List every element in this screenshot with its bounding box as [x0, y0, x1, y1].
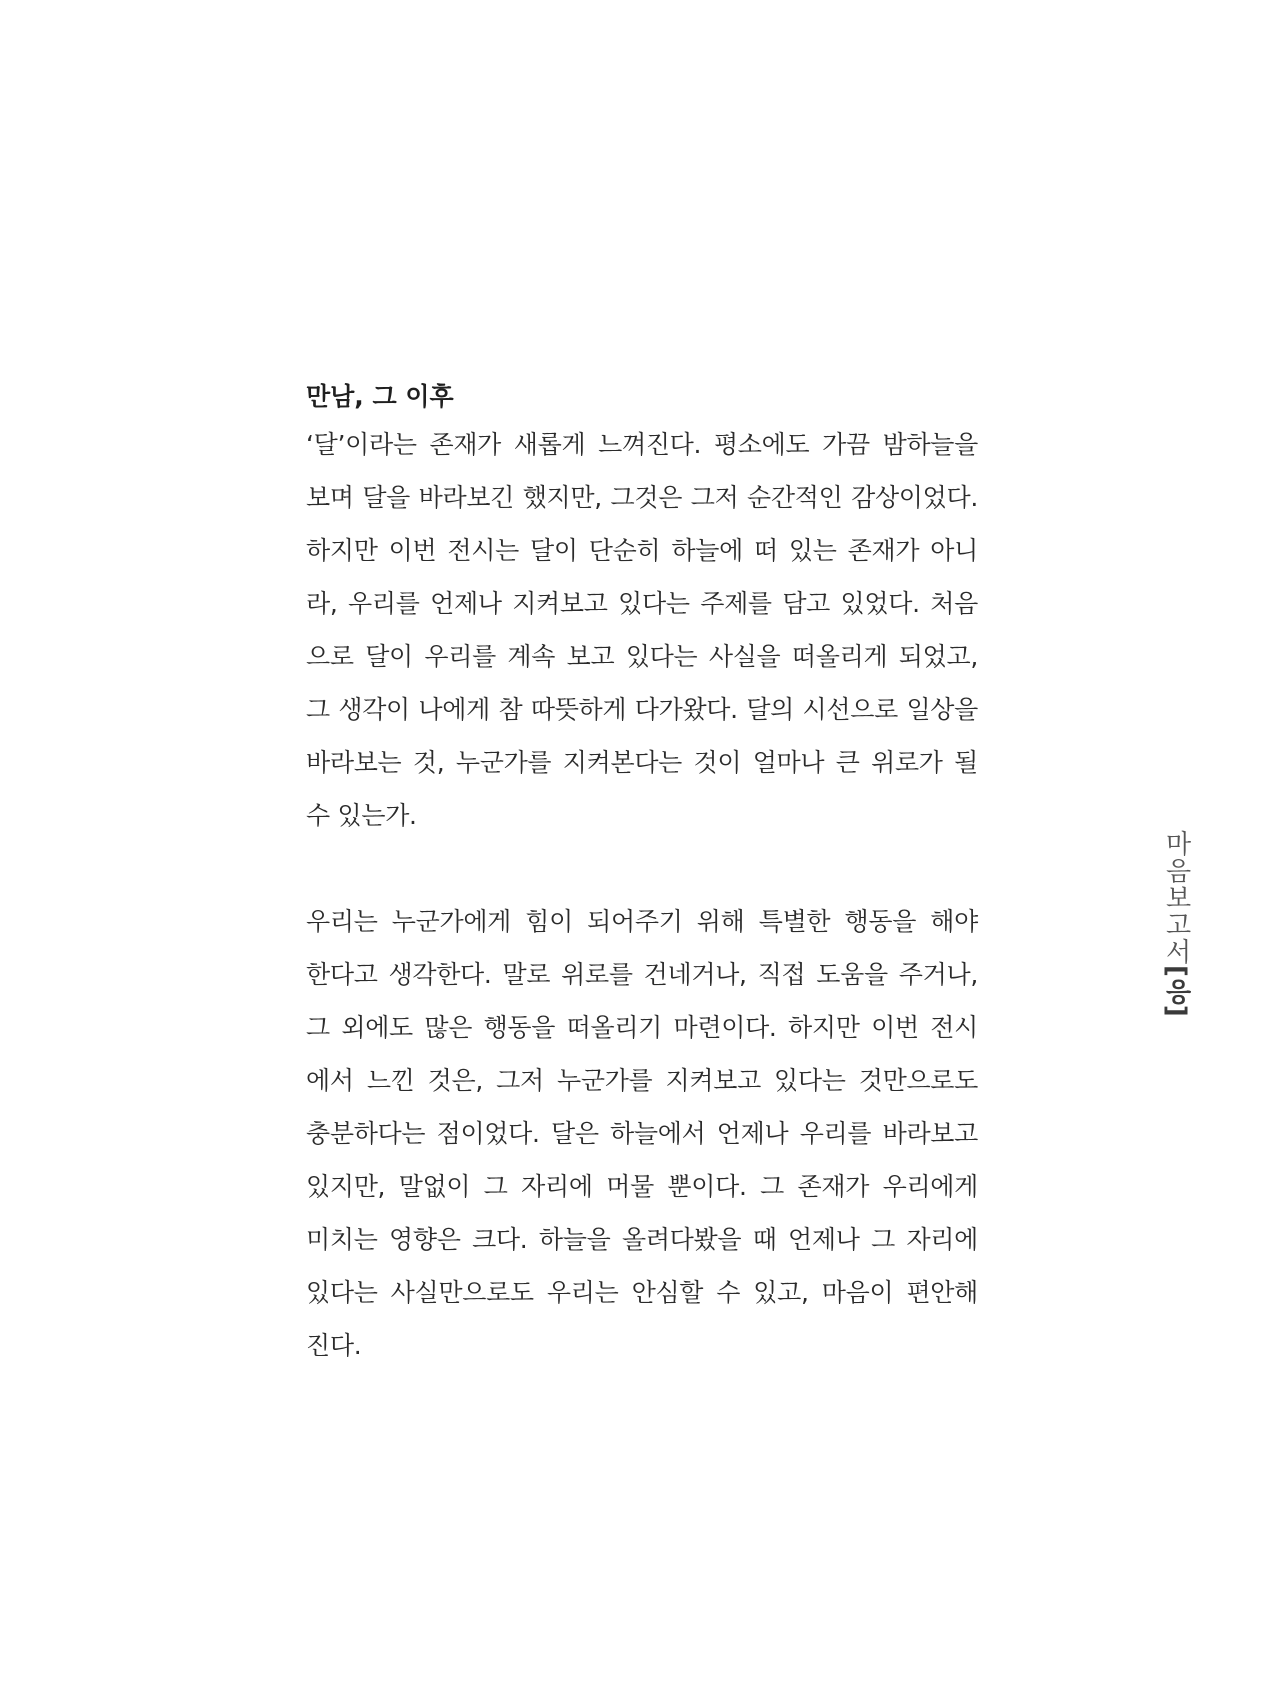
paragraph-spacer — [306, 842, 978, 895]
text-line: 있지만, 말없이 그 자리에 머물 뿐이다. 그 존재가 우리에게 — [306, 1172, 978, 1201]
text-line: 수 있는가. — [306, 801, 417, 830]
side-title-text: 마음보고서 — [1161, 830, 1191, 965]
article-heading: 만남, 그 이후 — [306, 382, 454, 411]
text-line: 충분하다는 점이었다. 달은 하늘에서 언제나 우리를 바라보고 — [306, 1119, 978, 1148]
text-line: 미치는 영향은 크다. 하늘을 올려다봤을 때 언제나 그 자리에 — [306, 1225, 978, 1254]
text-line: 보며 달을 바라보긴 했지만, 그것은 그저 순간적인 감상이었다. — [306, 483, 978, 512]
text-line: 에서 느낀 것은, 그저 누군가를 지켜보고 있다는 것만으로도 — [306, 1066, 978, 1095]
article — [306, 378, 978, 1372]
text-line: 라, 우리를 언제나 지켜보고 있다는 주제를 담고 있었다. 처음 — [306, 589, 978, 618]
text-line: 하지만 이번 전시는 달이 단순히 하늘에 떠 있는 존재가 아니 — [306, 536, 978, 565]
text-line: 그 외에도 많은 행동을 떠올리기 마련이다. 하지만 이번 전시 — [306, 1013, 978, 1042]
side-title-mark: [응] — [1161, 965, 1191, 1018]
text-line: ‘달’이라는 존재가 새롭게 느껴진다. 평소에도 가끔 밤하늘을 — [306, 430, 978, 459]
paragraph-2 — [306, 895, 978, 1372]
text-line: 한다고 생각한다. 말로 위로를 건네거나, 직접 도움을 주거나, — [306, 960, 978, 989]
side-running-title — [1158, 830, 1195, 1018]
text-line: 있다는 사실만으로도 우리는 안심할 수 있고, 마음이 편안해 — [306, 1278, 978, 1307]
text-line: 진다. — [306, 1331, 362, 1360]
text-line: 우리는 누군가에게 힘이 되어주기 위해 특별한 행동을 해야 — [306, 907, 978, 936]
paragraph-1 — [306, 418, 978, 842]
text-line: 바라보는 것, 누군가를 지켜본다는 것이 얼마나 큰 위로가 될 — [306, 748, 978, 777]
text-line: 으로 달이 우리를 계속 보고 있다는 사실을 떠올리게 되었고, — [306, 642, 978, 671]
text-line: 그 생각이 나에게 참 따뜻하게 다가왔다. 달의 시선으로 일상을 — [306, 695, 978, 724]
